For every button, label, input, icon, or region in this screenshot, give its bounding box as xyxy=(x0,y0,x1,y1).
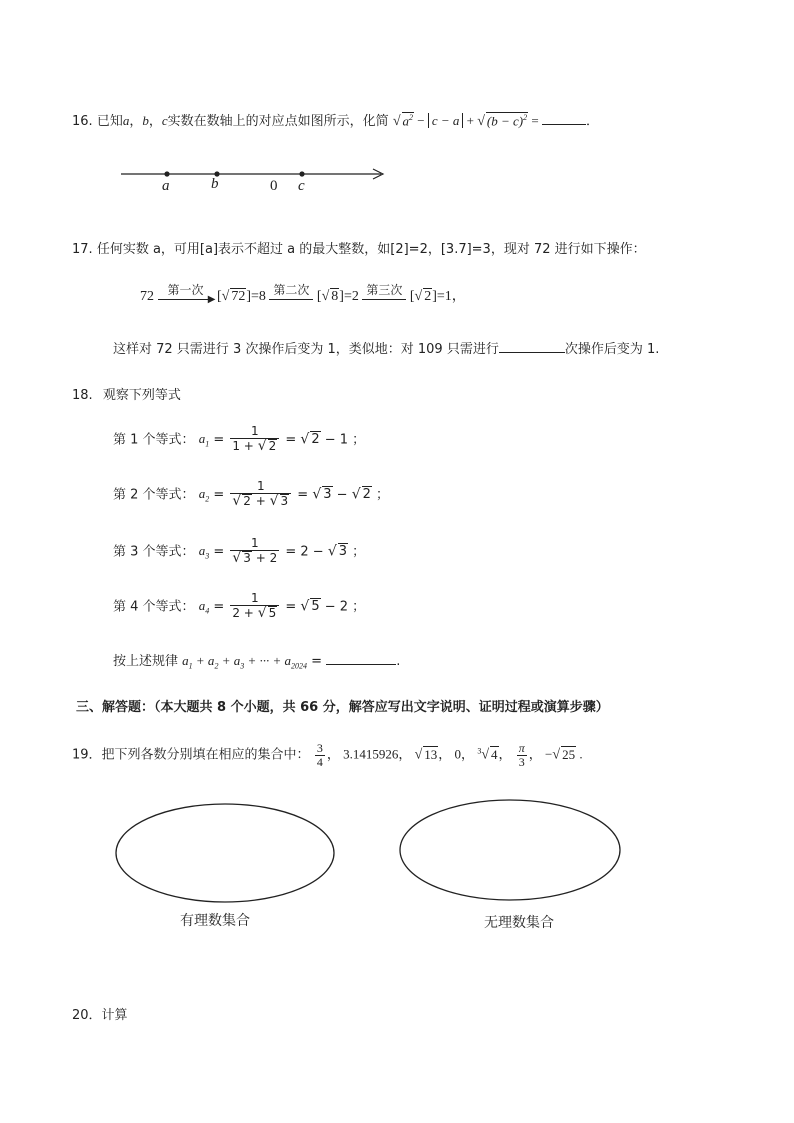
q16-number-line xyxy=(115,160,395,200)
q17-step3-label: 第三次 xyxy=(366,283,403,297)
q17-step1-label: 第一次 xyxy=(167,283,204,297)
q17-start-value: 72 xyxy=(140,289,154,304)
num-neg-sqrt25: 25 xyxy=(562,746,576,762)
q17-bracket: [ xyxy=(217,289,222,304)
num-three-quarters: $\frac{3}{4}$ xyxy=(316,741,323,770)
q16-sep: ， xyxy=(129,114,143,129)
num-sqrt13: 13 xyxy=(424,746,438,762)
q17-radicand-2: 8 xyxy=(331,289,339,304)
q16-number: 16. xyxy=(72,114,93,129)
q18-eq-3: 第 3 个等式： $a_3$ = $\frac{1}{√ 3 + 2}$ = 2 − √ 3 ； xyxy=(113,536,366,567)
q17-line1 xyxy=(72,238,646,257)
q17-arrow-3 xyxy=(362,283,406,305)
q18-title: 观察下列等式 xyxy=(102,388,181,403)
q17-line2-text: 这样对 72 只需进行 3 次操作后变为 1，类似地：对 109 只需进行 xyxy=(113,342,499,357)
q16-var-c: c xyxy=(161,113,168,128)
q17-line2 xyxy=(113,338,659,357)
q19-number: 19． xyxy=(72,747,102,763)
irrational-set-label: 无理数集合 xyxy=(484,915,554,931)
q18-rule-line: 按上述规律 $a_1 + a_2 + a_3$ + ··· + $a_{2024}$ = . xyxy=(113,653,401,671)
eq-label: 第 2 个等式： xyxy=(113,487,195,503)
q18-rule-text: 按上述规律 xyxy=(113,654,179,669)
q18-answer-blank[interactable] xyxy=(326,652,396,665)
q17-bracket: [ xyxy=(409,289,415,304)
num-pi-over-3: $\frac{\pi}{3}$ xyxy=(518,741,525,770)
q17-answer-blank[interactable] xyxy=(499,340,565,353)
q17-arrow-2 xyxy=(269,283,313,305)
eq-label: 第 4 个等式： xyxy=(113,599,195,615)
point-c xyxy=(299,171,304,176)
axis-label-c: c xyxy=(298,178,305,194)
q18-eq-1: 第 1 个等式： $a_1$ = $\frac{1}{1 + √ 2}$ = √ 2 − 1 ； xyxy=(113,424,366,455)
rational-set-label: 有理数集合 xyxy=(180,913,250,929)
q18-number: 18. xyxy=(72,388,93,403)
q17-intro: 任何实数 a，可用[a]表示不超过 a 的最大整数，如[2]=2，[3.7]=3，现对 72 进行如下操作： xyxy=(96,242,646,257)
q17-radicand-1: 72 xyxy=(231,289,246,304)
num-zero: 0 xyxy=(454,746,462,762)
q18-eq-4: 第 4 个等式： $a_4$ = $\frac{1}{2 + √ 5}$ = √ 5 − 2 ； xyxy=(113,591,366,622)
eq-label: 第 3 个等式： xyxy=(113,544,195,560)
q17-result-3: ]=1， xyxy=(432,289,466,304)
q17-line2-end: 次操作后变为 1. xyxy=(564,342,660,357)
q16-var-b: b xyxy=(142,113,149,128)
q16-line xyxy=(72,110,599,130)
q17-step2-label: 第二次 xyxy=(273,283,310,297)
q17-result-2: ]=2 xyxy=(339,289,359,304)
q16-answer-blank[interactable] xyxy=(542,112,586,125)
axis-label-a: a xyxy=(162,178,170,194)
axis-label-0: 0 xyxy=(270,178,278,194)
q20-number: 20． xyxy=(72,1008,102,1023)
q19-text: 把下列各数分别填在相应的集合中： xyxy=(101,747,310,763)
q17-result-1: ]=8 xyxy=(246,289,266,304)
q16-var-a: a xyxy=(122,113,130,128)
point-a xyxy=(164,171,169,176)
q16-expression: √ $a^2 - c - a$ + √ $(b - c)^2$ = xyxy=(392,112,542,129)
q18-title-line xyxy=(72,384,181,403)
q17-operation: 72 第一次 ▶ [√ 72]=8 第二次 [√ 8]=2 第三次 [√ 2]=1， xyxy=(140,283,466,305)
q16-text-b: 实数在数轴上的对应点如图所示，化简 xyxy=(167,114,389,129)
axis-label-b: b xyxy=(211,176,219,192)
section3-title: 三、解答题：（本大题共 8 个小题，共 66 分，解答应写出文字说明、证明过程或演算步骤） xyxy=(76,700,609,715)
q16-end: ． xyxy=(585,114,599,129)
q19-line: 19．把下列各数分别填在相应的集合中： $\frac{3}{4}$ ， 3.1415926， √ 13， 0， $^3$√ 4， $\frac{\pi}{3}$ ， −√ 25 . xyxy=(72,741,583,770)
eq-label: 第 1 个等式： xyxy=(113,432,195,448)
q16-sep: ， xyxy=(148,114,162,129)
q17-radicand-3: 2 xyxy=(424,289,432,304)
q16-text-a: 已知 xyxy=(96,114,123,129)
rational-set-ellipse[interactable] xyxy=(112,800,338,906)
num-pi-approx: 3.1415926 xyxy=(343,746,399,762)
q17-bracket: [ xyxy=(316,289,322,304)
q18-eq-2: 第 2 个等式： $a_2$ = $\frac{1}{√ 2 + √ 3}$ = √ 3 − √ 2 ； xyxy=(113,479,390,510)
q20-text: 计算 xyxy=(101,1008,128,1023)
q20-line xyxy=(72,1004,128,1023)
num-cbrt4: 4 xyxy=(491,746,498,762)
q17-number: 17. xyxy=(72,242,93,257)
irrational-set-ellipse[interactable] xyxy=(396,796,624,904)
q17-arrow-1: 第一次 ▶ xyxy=(158,287,214,305)
